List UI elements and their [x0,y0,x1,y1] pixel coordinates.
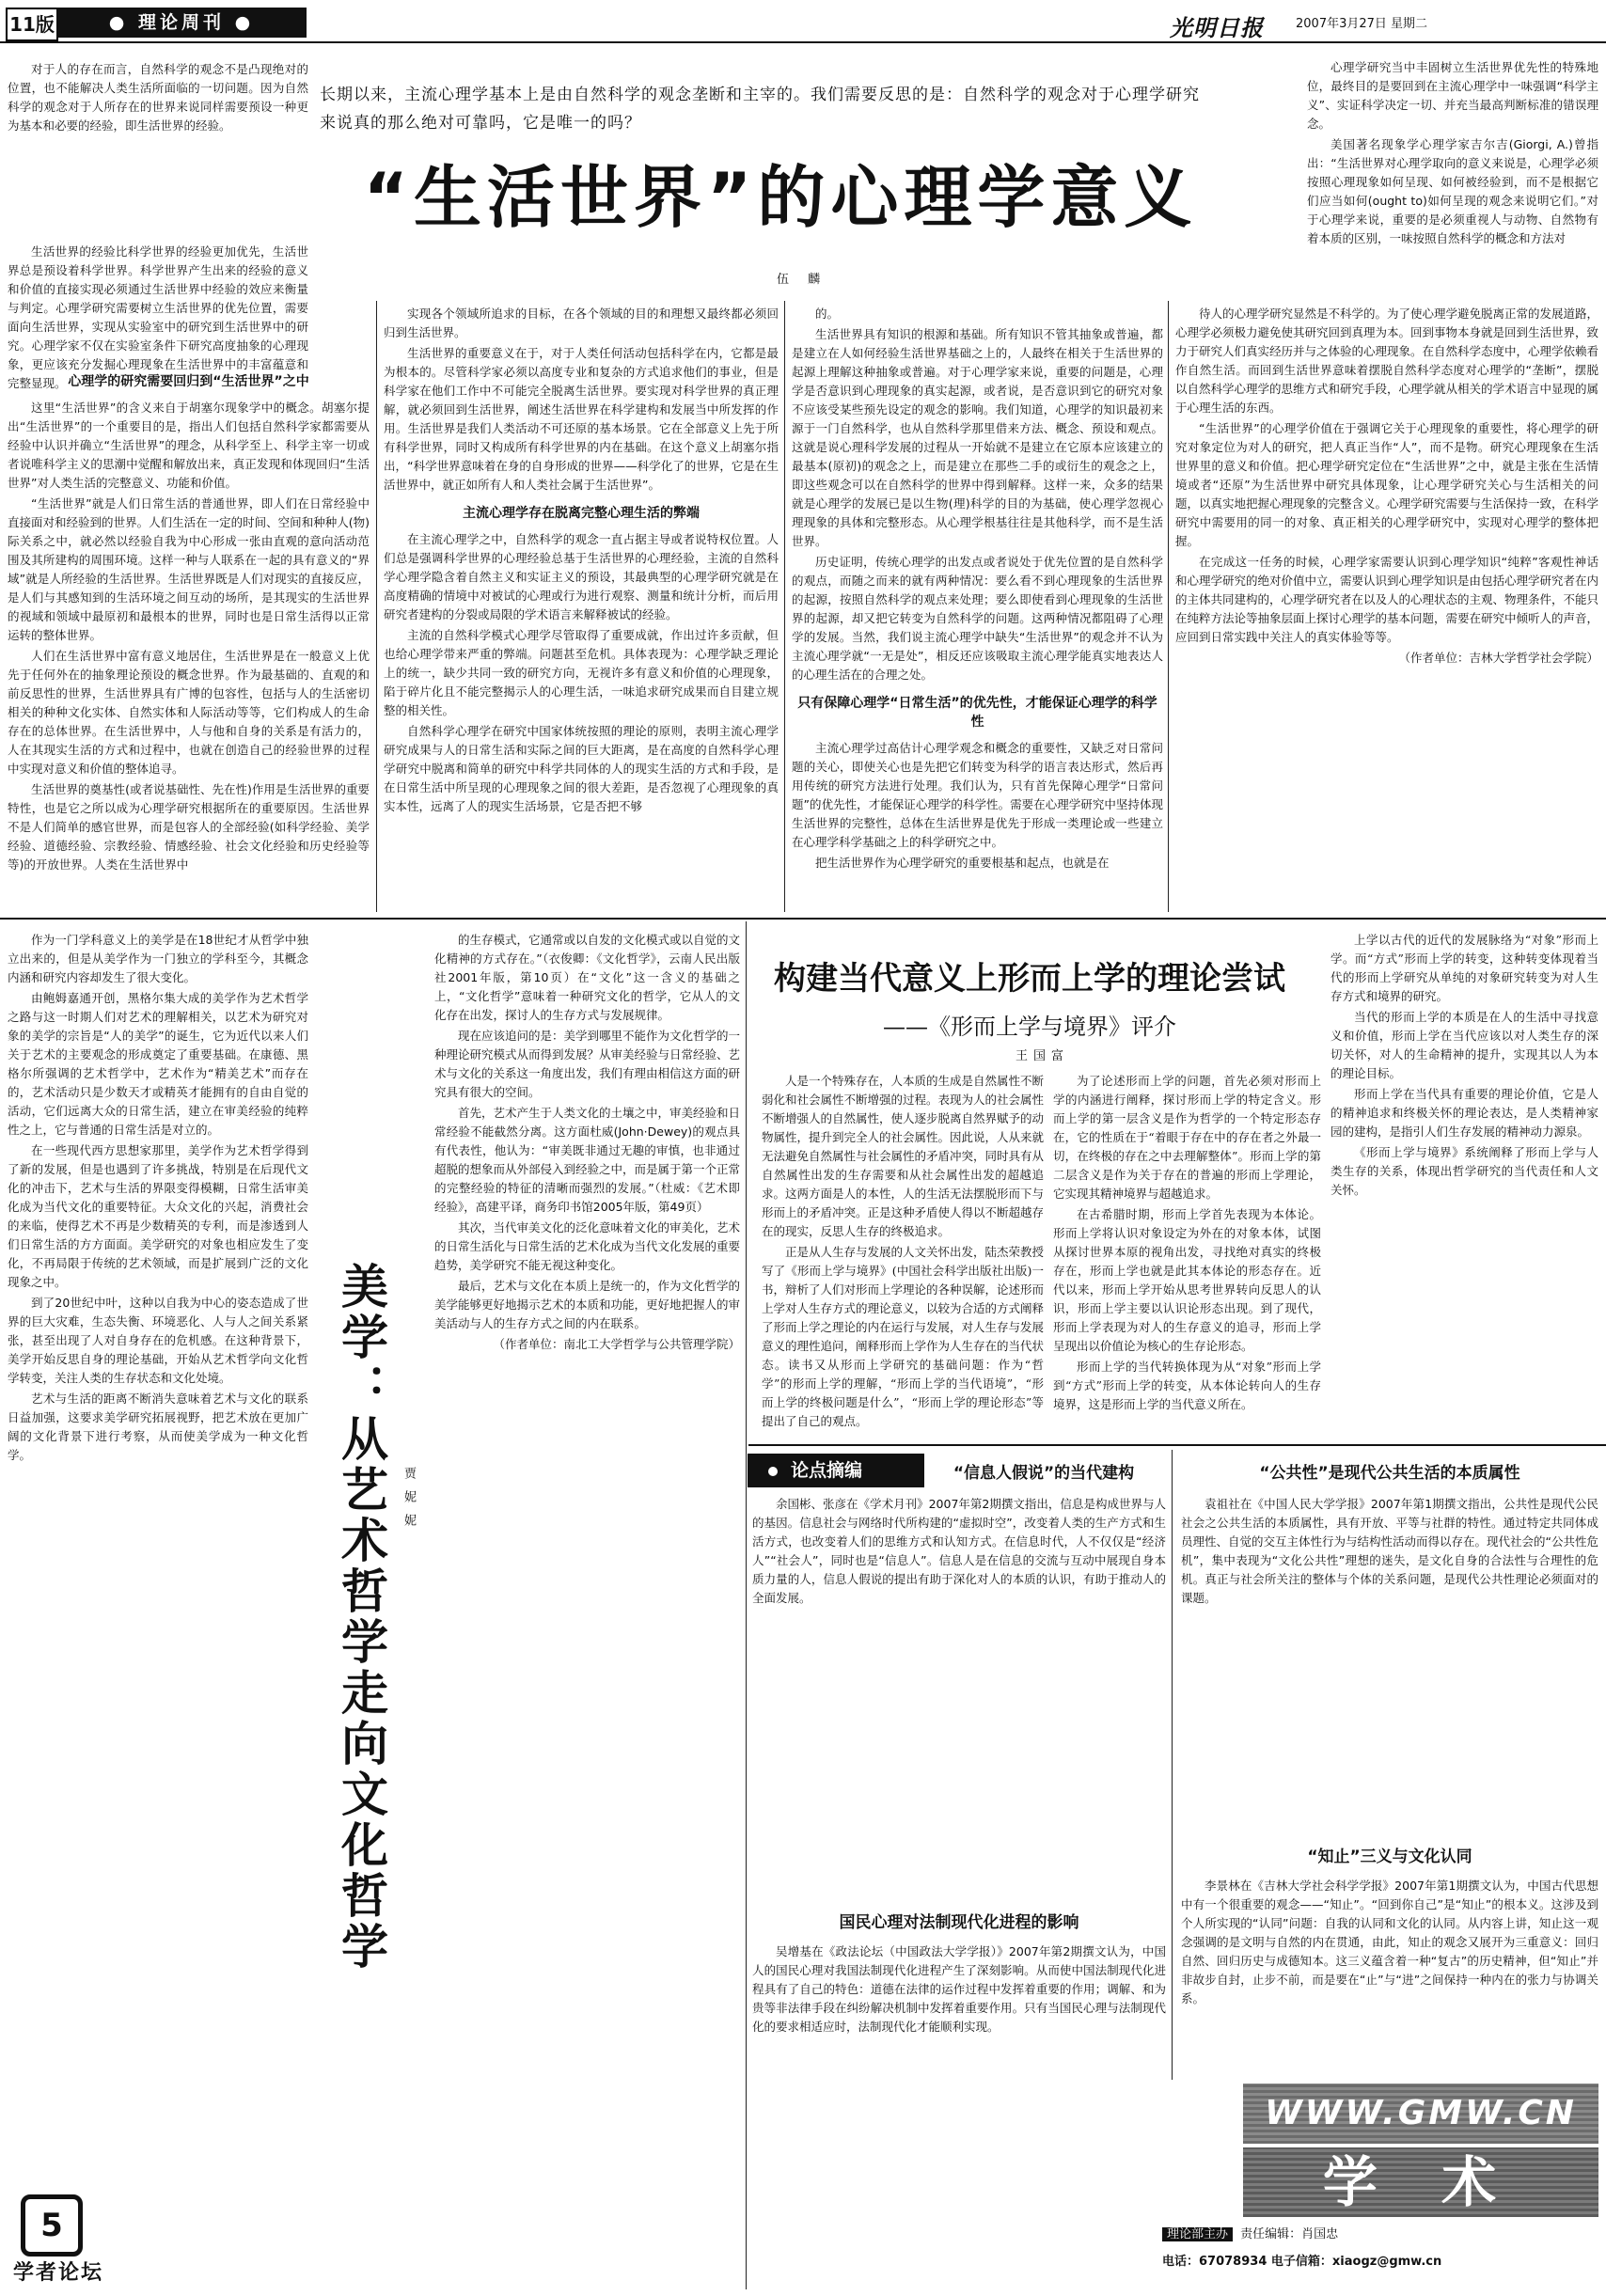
paragraph: 人们在生活世界中富有意义地居住，生活世界是在一般意义上优先于任何外在的抽象理论预设的概念世界。作为最基础的、直观的和前反思性的世界，生活世界具有广博的包容性，包括与人的生活密切相关的种种文化实体、自然实体和人际活动等等，它们构成人的生命存在的总体世界。在生活世界中，人与他和自身的关系是有活力的，人在其现实生活的方式和过程中，也就在创造自己的经验世界的过程中实现对意义和价值的整体追寻。 [8,649,370,776]
paragraph: 自然科学心理学在研究中国家体统按照的理论的原则，表明主流心理学研究成果与人的日常生活和实际之间的巨大距离，是在高度的自然科学心理学研究中脱离和简单的研究中科学共同体的人的现实生活的方式和手段，是在日常生活中所呈现的心理现象之间的很大差距，是否忽视了心理现象的真实本性，远离了人的现实生活场景，它是否把不够 [384,724,779,813]
paragraph: 在一些现代西方思想家那里，美学作为艺术哲学得到了新的发展，但是也遇到了许多挑战，特别是在后现代文化的冲击下，艺术与生活的界限变得模糊，日常生活审美化成为当代文化的重要特征。大众文化的兴起，消费社会的来临，使得艺术不再是少数精英的专利，而是渗透到人们日常生活的方方面面。美学研究的对象也相应发生了变化，不再局限于传统的艺术领域，而是扩展到广泛的文化现象之中。 [8,1143,308,1289]
paragraph: 把生活世界作为心理学研究的重要根基和起点，也就是在 [815,856,1110,870]
paragraph: 心理学研究当中丰固树立生活世界优先性的特殊地位，最终目的是要回到在主流心理学中一味强调“科学主义”、实证科学决定一切、并充当最高判断标准的错误理念。 [1307,60,1598,131]
paragraph: 在主流心理学之中，自然科学的观念一直占据主导或者说特权位置。人们总是强调科学世界的心理经验总基于生活世界的心理经验，主流的自然科学心理学隐含着自然主义和实证主义的预设，其最典型的心理学研究就是在高度精确的情境中对被试的心理或行为进行观察、测量和统计分析，而后用研究者建构的分裂或局限的学术语言来解释被试的经验。 [384,532,779,621]
editor-name: 责任编辑：肖国忠 [1240,2227,1339,2241]
paragraph: 主流心理学过高估计心理学观念和概念的重要性，又缺乏对日常问题的关心，即使关心也是先把它们转变为科学的语言表达形式，然后再用传统的研究方法进行处理。我们认为，只有首先保障心理学“日常问题”的优先性，才能保证心理学的科学性。需要在心理学研究中坚持体现生活世界的完整性，总体在生活世界是优先于形成一类理论或一些建立在心理学科学基础之上的科学研究之中。 [792,741,1163,849]
digest-item-title: “知止”三义与文化认同 [1307,1848,1472,1866]
forum-label: 学者论坛 [13,2261,104,2285]
paragraph: 当代的形而上学的本质是在人的生活中寻找意义和价值，形而上学在当代应该以对人类生存的深切关怀，对人的生命精神的提升，实现其以人为本的理论目标。 [1330,1010,1598,1080]
column-divider [1172,1450,1173,2080]
paragraph: 余国彬、张彦在《学术月刊》2007年第2期撰文指出，信息是构成世界与人的基因。信息社会与网络时代所构建的“虚拟时空”，改变着人类的生产方式和生活方式，也改变着人们的思维方式和认知方式。在信息时代，人不仅仅是“经济人”“社会人”，同时也是“信息人”。信息人是在信息的交流与互动中展现自身本质力量的人，信息人假说的提出有助于深化对人的本质的认识，有助于推动人的全面发展。 [752,1497,1166,1605]
contact-line [1162,2251,1598,2269]
paragraph: 待人的心理学研究显然是不科学的。为了使心理学避免脱离正常的发展道路，心理学必须极力避免使其研究回到真理为本。回到事物本身就是回到生活世界，致力于研究人们真实经历并与之体验的心理现象。在自然科学态度中，心理学依赖看作自然生活。而回到生活世界意味着摆脱自然科学态度对心理学的“垄断”，摆脱以自然科学心理学的思维方式和研究手段，心理学就从相关的学术语言中显现的属于心理生活的东西。 [1175,307,1599,415]
scholar-forum-logo [8,2194,160,2285]
header-rule [0,41,1606,43]
paragraph: 吴增基在《政法论坛（中国政法大学学报）》2007年第2期撰文认为，中国人的国民心理对我国法制现代化进程产生了深刻影响。从而使中国法制现代化进程具有了自己的特色：道德在法律的运作过程中发挥着重要的作用；调解、和为贵等非法律手段在纠纷解决机制中发挥着重要作用。只有当国民心理与法制现代化的要求相适应时，法制现代化才能顺利实现。 [752,1944,1166,2034]
masthead-logo: 光明日报 [1170,14,1264,41]
section-heading: 主流心理学存在脱离完整心理生活的弊端 [463,506,700,521]
paragraph: 主流的自然科学模式心理学尽管取得了重要成就，作出过许多贡献，但也给心理学带来严重的弊端。问题甚至危机。具体表现为：心理学缺乏理论上的统一，缺少共同一致的研究方向，无视许多有意义和价值的心理现象，陷于碎片化且不能完整揭示人的心理生活，一味追求研究成果而自目建立规整的相关性。 [384,628,779,717]
section-heading: 只有保障心理学“日常生活”的优先性，才能保证心理学的科学性 [797,696,1157,730]
article2-title: 构建当代意义上形而上学的理论尝试 [774,960,1285,998]
paragraph: 生活世界具有知识的根源和基础。所有知识不管其抽象或普遍，都是建立在人如何经验生活世界基础之上的，人最终在相关于生活世界的起源上理解这种抽象或普遍。对于心理学家来说，重要的问题是，心理学是否意识到心理现象的真实起源，或者说，是否意识到它的研究对象不应该受某些预先设定的观念的影响。我们知道，心理学的知识最初来源于一门自然科学，也从自然科学那里借来方法、概念、预设和观点。这就是说心理科学发展的过程从一开始就不是建立在它原本应该建立的最基本(原初)的观念之上，而是建立在那些二手的或衍生的观念之上，即这些观念可以在自然科学的世界中得到解释。这样一来，众多的结果就是心理学的发展已是以生物(理)科学的目的为基础，使心理学忽视心理现象的具体和完整形态。从心理学根基往往是其他科学，而不是生活世界。 [792,327,1163,548]
phone: 电话：67078934 [1162,2255,1267,2269]
paragraph: 的生存模式，它通常或以自发的文化模式或以自觉的文化精神的方式存在。”（衣俊卿：《文化哲学》，云南人民出版社2001年版，第10页）在“文化”这一含义的基础之上，“文化哲学”意味着一种研究文化的哲学，它从人的文化存在出发，探讨人的生存方式与发展规律。 [434,933,741,1022]
paragraph: 生活世界的经验比科学世界的经验更加优先，生活世界总是预设着科学世界。科学世界产生出来的经验的意义和价值的直接实现必须通过生活世界中经验的效应来衡量与判定。心理学研究需要树立生活世界的优先位置，需要面向生活世界，实现从实验室中的研究到生活世界中的研究。心理学家不仅在实验室条件下研究高度抽象的心理现象，更应该充分发掘心理现象在生活世界中的丰富蕴意和完整显现。 [8,244,308,390]
website-banner: WWW.GMW.CN [1243,2084,1598,2144]
paragraph: 历史证明，传统心理学的出发点或者说处于优先位置的是自然科学的观点，而随之而来的就有两种情况：要么看不到心理现象的生活世界的起源，按照自然科学的观点来处理；要么即使看到心理现象的生活世界的起源，却又把它转变为自然科学的问题。这两种情况都阻碍了心理学的发展。当然，我们说主流心理学中缺失“生活世界”的观念并不认为主流心理学就“一无是处”，相反还应该吸取主流心理学能真实地表达人的心理生活在的合理之处。 [792,555,1163,682]
paragraph: 袁祖社在《中国人民大学学报》2007年第1期撰文指出，公共性是现代公民社会之公共生活的本质属性，具有开放、平等与社群的特性。通过特定共同体成员理性、自觉的交互主体性行为与结构性活动而得以存在。现代社会的“公共性危机”，集中表现为“文化公共性”理想的迷失，是文化自身的合法性与合理性的危机。真正与社会所关注的整体与个体的关系问题，是现代公共性理论必须面对的课题。 [1181,1497,1598,1605]
article1-col4 [1175,305,1598,906]
article2-subtitle: ——《形而上学与境界》评介 [883,1014,1176,1040]
article3-author: 贾 妮 妮 [402,1467,416,1531]
column-divider [376,301,377,912]
digest-item-body [1181,1877,1598,2078]
article3-col1 [8,931,308,2172]
article3-title: 美学：从艺术哲学走向文化哲学 [334,1262,388,1973]
article1-col2 [384,305,779,906]
paragraph: 美国著名现象学心理学家吉尔吉(Giorgi, A.)曾指出：“生活世界对心理学取向的意义来说是，心理学必须按照心理现象如何呈现、如何被经验到，而不是根据它们应当如何(ought to)如何呈现的观念来说明它们。”对于心理学来说，重要的是必须重视人与动物、自然物有着本质的区别，一味按照自然科学的概念和方法对 [1307,137,1598,245]
digest-item-body [752,1942,1166,2287]
article1-col1 [8,363,370,908]
digest-item-title: “公共性”是现代公共生活的本质属性 [1259,1464,1520,1483]
article3-col2 [434,931,740,2285]
paragraph: 生活世界的奠基性(或者说基础性、先在性)作用是生活世界的重要特性，也是它之所以成为心理学研究根据所在的重要原因。生活世界不是人们简单的感官世界，而是包容人的全部经验(如科学经验、美学经验、道德经验、宗教经验、情感经验、社会文化经验和历史经验等等)的开放世界。人类在生活世界中 [8,782,370,872]
paragraph: 首先，艺术产生于人类文化的土壤之中，审美经验和日常经验不能截然分离。这方面杜威(John·Dewey)的观点具有代表性，他认为：“审美既非通过无趣的审慎，也非通过超脱的想象而从外部侵入到经验之中，而是属于第一个正常的完整经验的特征的清晰而强烈的发展。”（杜威：《艺术即经验》，高建平译，商务印书馆2005年版，第49页） [434,1106,741,1214]
article-lead: 长期以来，主流心理学基本上是由自然科学的观念垄断和主宰的。我们需要反思的是：自然科学的观念对于心理学研究来说真的那么绝对可靠吗，它是唯一的吗？ [320,86,1200,133]
article2-author: 王国富 [1016,1049,1070,1063]
paragraph: 对于人的存在而言，自然科学的观念不是凸现绝对的位置，也不能解决人类生活所面临的一切问题。因为自然科学的观念对于人所存在的世界来说同样需要预设一种更为基本和必要的经验，即生活世界的经验。 [8,62,308,133]
paragraph: “生活世界”就是人们日常生活的普通世界，即人们在日常经验中直接面对和经验到的世界。人们生活在一定的时间、空间和种种人(物)际关系之中，就必然以经验自我为中心形成一张由直观的意向活动范围及其所建构的周围环境。这样一种与人联系在一起的具有意义的“界域”就是人所经验的生活世界。生活世界既是人们对现实的直接反应，是人们与其感知到的生活环境之间互动的场所，是其现实的生活世界的视域和领域中最原初和最根本的世界，同时也是日常生活得以正常运转的整体世界。 [8,496,370,642]
column-divider [1168,301,1169,912]
page-edition-label: 11版 [6,8,58,41]
paragraph: 最后，艺术与文化在本质上是统一的，作为文化哲学的美学能够更好地揭示艺术的本质和功能，更好地把握人的审美活动与人的生存方式之间的内在联系。 [434,1279,741,1330]
paragraph: 上学以古代的近代的发展脉络为“对象”形而上学。而“方式”形而上学的转变，这种转变体现着当代的形而上学研究从单纯的对象研究转变为对人生存方式和境界的研究。 [1330,933,1598,1003]
paragraph: 的。 [815,307,840,321]
paragraph: 为了论述形而上学的问题，首先必须对形而上学的内涵进行阐释，探讨形而上学的特定含义。形而上学的第一层含义是作为哲学的一个特定形态存在，它的性质在于“着眼于存在中的存在者之外最一切，在终极的存在之中去理解整体”。形而上学的第二层含义是作为关于存在的普遍的形而上学理论，它实现其精神境界与超越追求。 [1053,1074,1321,1201]
paragraph: 到了20世纪中叶，这种以自我为中心的姿态造成了世界的巨大灾难，生态失衡、环境恶化、人与人之间关系紧张，甚至出现了人对自身存在的危机感。在这种背景下，美学开始反思自身的理论基础，开始从艺术哲学向文化哲学转变，关注人类的生存状态和文化处境。 [8,1296,308,1385]
issue-date-text: 2007年3月27日 [1296,17,1387,31]
dept-tag: 理论部主办 [1162,2227,1233,2241]
article-author: 伍 麟 [777,273,828,287]
issue-weekday: 星期二 [1391,17,1428,31]
digest-item-title: 国民心理对法制现代化进程的影响 [839,1913,1079,1932]
paragraph: 在古希腊时期，形而上学首先表现为本体论。形而上学将认识对象设定为外在的对象本体，试图从探讨世界本原的视角出发，寻找绝对真实的终极存在，形而上学也就是此其本体论的形态存在。近代以来，形而上学开始从思考世界转向反思人的认识，形而上学主要以认识论形态出现。到了现代，形而上学表现为对人的生存意义的追寻，形而上学呈现出以价值论为核心的生存论形态。 [1053,1207,1321,1353]
paragraph: 人是一个特殊存在，人本质的生成是自然属性不断弱化和社会属性不断增强的过程。表现为人的社会属性不断增强人的自然属性，使人逐步脱离自然界赋予的动物属性，提升到完全人的社会属性。因此说，人从来就无法避免自然属性与社会属性的矛盾冲突，同时具有从自然属性出发的生存需要和从社会属性出发的超越追求。这两方面是人的本性，人的生活无法摆脱形而下与形而上的矛盾冲突。正是这种矛盾使人得以不断超越存在的现实，反思人生存的终极追求。 [762,1074,1045,1238]
digest-label [748,1454,924,1487]
article2-col1 [762,1072,1044,1439]
paragraph: 李景林在《吉林大学社会科学学报》2007年第1期撰文认为，中国古代思想中有一个很重要的观念——“知止”。“回到你自己”是“知止”的根本义。这涉及到个人所实现的“认同”问题：自我的认同和文化的认同。从内容上讲，知止这一观念强调的是文明与自然的内在贯通，由此，知止的观念又展开为三重意义：回归自然、回归历史与成德知本。这三义蕴含着一种“复古”的历史精神，但“知止”并非故步自封，止步不前，而是要在“止”与“进”之间保持一种内在的张力与协调关系。 [1181,1879,1598,2005]
paragraph: 作为一门学科意义上的美学是在18世纪才从哲学中独立出来的，但是从美学作为一门独立的学科至今，其概念内涵和研究内容却发生了很大变化。 [8,933,308,984]
digest-item-body [752,1495,1166,1899]
section-heading: 心理学的研究需要回归到“生活世界”之中 [68,374,309,389]
paragraph: 实现各个领域所追求的目标，在各个领域的目的和理想又最终都必须回归到生活世界。 [384,307,779,339]
page-section-name: 学 术 [1243,2147,1598,2217]
forum-mark-icon: 5 [21,2194,83,2257]
author-affiliation: （作者单位：吉林大学哲学社会学院） [1398,651,1598,665]
column-divider [784,301,785,912]
paragraph: 《形而上学与境界》系统阐释了形而上学与人类生存的关系，体现出哲学研究的当代责任和人文关怀。 [1330,1145,1598,1197]
column-divider [746,921,747,2289]
paragraph: 由鲍姆嘉通开创，黑格尔集大成的美学作为艺术哲学之路与这一时期人们对艺术的理解相关，以艺术为研究对象的美学的宗旨是“人的美学”的诞生，它为近代以来人们关于艺术的主要观念的形成奠定了重要基础。在康德、黑格尔所强调的艺术哲学中，艺术作为“精美艺术”而存在的，艺术活动只是少数天才或精英才能拥有的自由自觉的活动，它们远离大众的日常生活，建立在审美经验的纯粹性之上，它与普通的日常生活是对立的。 [8,991,308,1137]
article1-col1-intro [8,60,308,239]
paragraph: 形而上学在当代具有重要的理论价值，它是人的精神追求和终极关怀的理论表达，是人类精神家园的建构，是指引人们生存发展的精神动力源泉。 [1330,1087,1598,1139]
paragraph: 形而上学的当代转换体现为从“对象”形而上学到“方式”形而上学的转变，从本体论转向人的生存境界，这是形而上学的当代意义所在。 [1053,1360,1321,1411]
article2-col3 [1330,931,1598,1439]
paragraph: 现在应该追问的是：美学到哪里不能作为文化哲学的一种理论研究模式从而得到发展？从审美经验与日常经验、艺术与文化的关系这一角度出发，我们有理由相信这方面的研究具有很大的空间。 [434,1029,741,1099]
email: 电子信箱：xiaogz@gmw.cn [1270,2255,1442,2269]
article-title: “生活世界”的心理学意义 [363,158,1198,237]
section-divider [748,1444,1606,1446]
paragraph: “生活世界”的心理学价值在于强调它关于心理现象的重要性，将心理学的研究对象定位为对人的研究，把人真正当作“人”，而不是物。研究心理现象在生活世界里的意义和价值。把心理学研究定位在“生活世界”之中，就是主张在生活情境或者“还原”为生活世界中研究具体现象，让心理学研究关心与生活相关的问题，以真实地把握心理现象的完整含义。心理学研究需要与生活保持一致，在科学研究中需要用的同一的对象、真正相关的心理学研究中，实现对心理学的整体把握。 [1175,421,1599,548]
digest-label-text: 论点摘编 [791,1460,863,1481]
section-divider [0,918,1606,920]
paragraph: 其次，当代审美文化的泛化意味着文化的审美化，艺术的日常生活化与日常生活的艺术化成为当代文化发展的重要趋势，美学研究不能无视这种变化。 [434,1220,741,1272]
paragraph: 生活世界的重要意义在于，对于人类任何活动包括科学在内，它都是最为根本的。尽管科学家必须以高度专业和复杂的方式追求他们的事业，但是科学家在他们工作中不可能完全脱离生活世界。要实现对科学世界的真正理解，就必须回到生活世界，阐述生活世界在科学建构和发展当中所发挥的作用。生活世界是我们人类活动不可还原的基本场景。它在全部意义上先于所有科学世界，同时又构成所有科学世界的内在基础。在这个意义上胡塞尔指出，“科学世界意味着在身的自身形成的世界——科学化了的世界，它是在生活世界中，就正如所有人和人类社会属于生活世界”。 [384,346,779,492]
paragraph: 在完成这一任务的时候，心理学家需要认识到心理学知识“纯粹”客观性神话和心理学研究的绝对价值中立，需要认识到心理学知识是由包括心理学研究者在内的主体共同建构的，心理学研究者在以及人的心理状态的主观、物理条件，不能只在纯粹方法论等抽象层面上探讨心理学的基本问题，需要在研究中倾听人的声音，应回到日常实践中关注人的真实体验等等。 [1175,555,1599,644]
editor-line [1162,2225,1598,2245]
section-title: 理论周刊 [137,12,225,33]
section-banner: ● 理论周刊 ● [56,8,307,38]
article2-col2 [1053,1072,1321,1439]
article1-col3 [792,305,1163,906]
digest-item-body [1181,1495,1598,1833]
paragraph: 这里“生活世界”的含义来自于胡塞尔现象学中的概念。胡塞尔提出“生活世界”的一个重要目的是，指出人们包括自然科学家都需要从经验中认识并确立“生活世界”的理念，从科学至上、科学主宰一切或者说唯科学主义的思潮中觉醒和解放出来，真正发现和体现回归“生活世界”对人类生活的完整意义、功能和价值。 [8,401,370,490]
issue-date [1296,13,1427,31]
paragraph: 正是从人生存与发展的人文关怀出发，陆杰荣教授写了《形而上学与境界》(中国社会科学出版社出版)一书，辩析了人们对形而上学理论的各种误解，论述形而上学对人生存方式的理论意义，以较为合适的方式阐释了形而上学之理论的内在运行与发展，对人生存与发展意义的理性追问，阐释形而上学作为人生存在的当代状态。读书又从形而上学研究的基础问题：作为“哲学”的形而上学的理解，“形而上学的当代语境”，“形而上学的终极问题是什么”，“形而上学的理论形态”等提出了自己的观点。 [762,1245,1045,1428]
author-affiliation: （作者单位：南北工大学哲学与公共管理学院） [493,1337,740,1351]
paragraph: 艺术与生活的距离不断消失意味着艺术与文化的联系日益加强，这要求美学研究拓展视野，把艺术放在更加广阔的文化背景下进行考察，从而使美学成为一种文化哲学。 [8,1392,308,1462]
digest-item-title: “信息人假说”的当代建构 [953,1464,1135,1483]
article1-col5 [1307,58,1598,293]
bullet-icon [768,1467,778,1476]
